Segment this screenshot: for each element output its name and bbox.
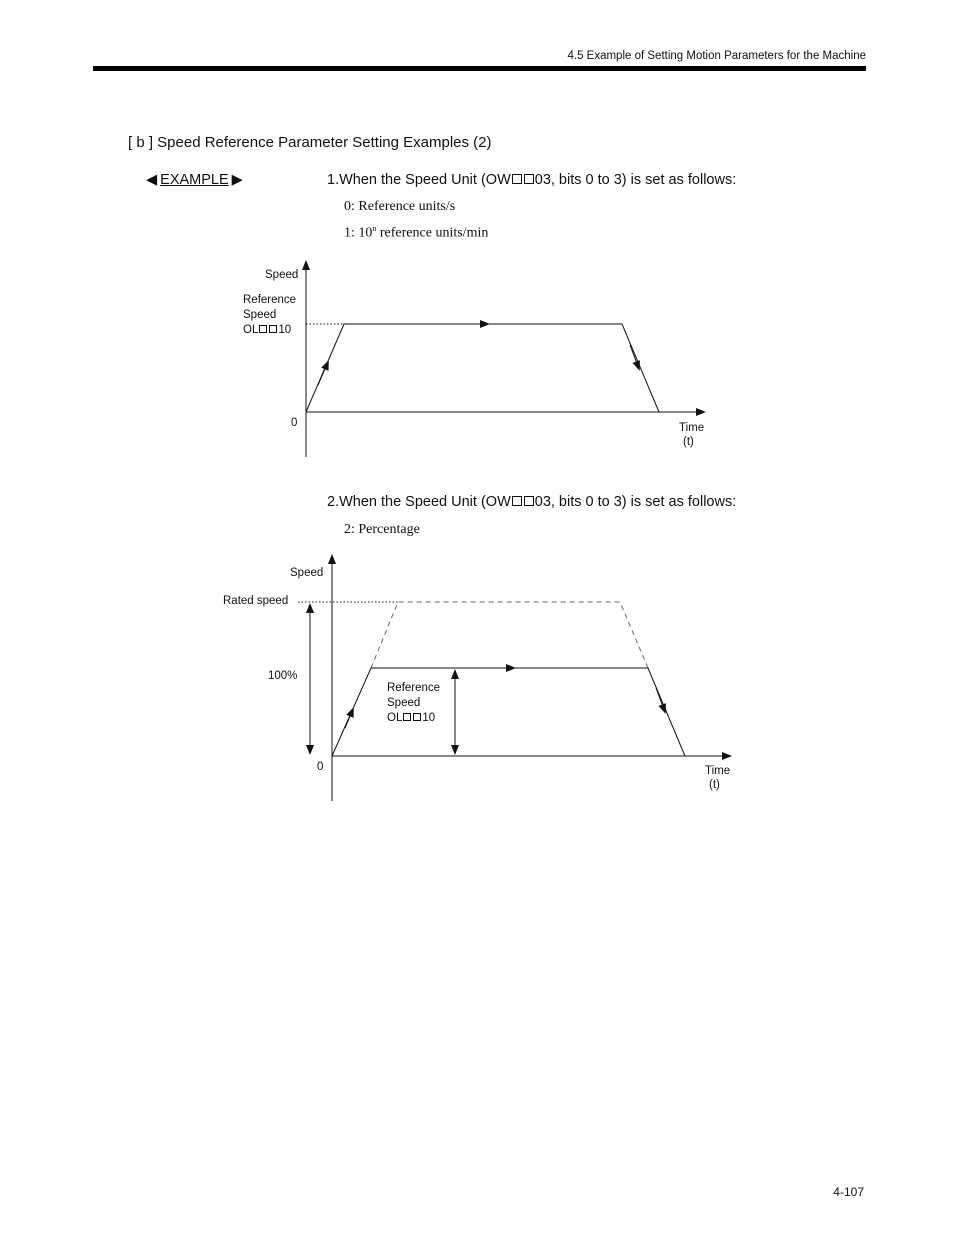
example-label: EXAMPLE bbox=[160, 172, 229, 188]
chart2-speed-profile bbox=[332, 668, 685, 756]
example-left-arrow-icon: ◀ bbox=[146, 172, 158, 188]
chart1-decel-arrow-icon bbox=[630, 345, 639, 369]
chart2-rated-speed-profile bbox=[371, 602, 648, 668]
chart2-rated-speed-label: Rated speed bbox=[223, 595, 289, 607]
chart1-origin-label: 0 bbox=[291, 417, 298, 429]
example1-option-1-pre: 1: 10 bbox=[344, 225, 373, 241]
chart1-x-axis-label: Time bbox=[679, 422, 705, 434]
chart1-register-post: 10 bbox=[278, 324, 292, 336]
example1-option-0: 0: Reference units/s bbox=[344, 199, 456, 214]
running-header: 4.5 Example of Setting Motion Parameters for the Machine bbox=[567, 50, 866, 62]
example1-option-1-exponent: n bbox=[372, 224, 377, 233]
section-heading: [ b ] Speed Reference Parameter Setting Examples (2) bbox=[128, 134, 492, 151]
chart2-y-axis-label: Speed bbox=[290, 567, 324, 579]
example2-condition-pre: 2.When the Speed Unit (OW bbox=[327, 494, 511, 510]
chart2-accel-arrow-icon bbox=[345, 709, 353, 728]
chart2-x-axis-unit: (t) bbox=[709, 779, 720, 791]
chart1-x-axis-unit: (t) bbox=[683, 436, 694, 448]
example2-condition-post: 03, bits 0 to 3) is set as follows: bbox=[534, 494, 737, 510]
chart1-reference-line1: Reference bbox=[243, 294, 297, 306]
chart2-decel-arrow-icon bbox=[656, 688, 665, 712]
chart2-diagram bbox=[298, 556, 730, 801]
chart2-reference-line2: Speed bbox=[387, 697, 421, 709]
chart1-register-pre: OL bbox=[243, 324, 259, 336]
chart2-x-axis-label: Time bbox=[705, 765, 731, 777]
example1-condition-post: 03, bits 0 to 3) is set as follows: bbox=[534, 172, 737, 188]
example1-option-1-post: reference units/min bbox=[376, 225, 489, 241]
chart1-speed-profile bbox=[306, 324, 659, 412]
chart2-register-post: 10 bbox=[422, 712, 436, 724]
chart2-percent-label: 100% bbox=[268, 670, 298, 682]
chart1-diagram bbox=[306, 262, 704, 457]
example-right-arrow-icon: ▶ bbox=[231, 172, 243, 188]
chart2-reference-line1: Reference bbox=[387, 682, 441, 694]
chart1-accel-arrow-icon bbox=[318, 362, 328, 385]
chart2-origin-label: 0 bbox=[317, 761, 324, 773]
example1-condition-pre: 1.When the Speed Unit (OW bbox=[327, 172, 511, 188]
chart1-y-axis-label: Speed bbox=[265, 269, 299, 281]
chart2-register-pre: OL bbox=[387, 712, 403, 724]
chart1-reference-line2: Speed bbox=[243, 309, 277, 321]
page-number: 4-107 bbox=[833, 1185, 864, 1199]
example2-option-2: 2: Percentage bbox=[344, 522, 420, 537]
